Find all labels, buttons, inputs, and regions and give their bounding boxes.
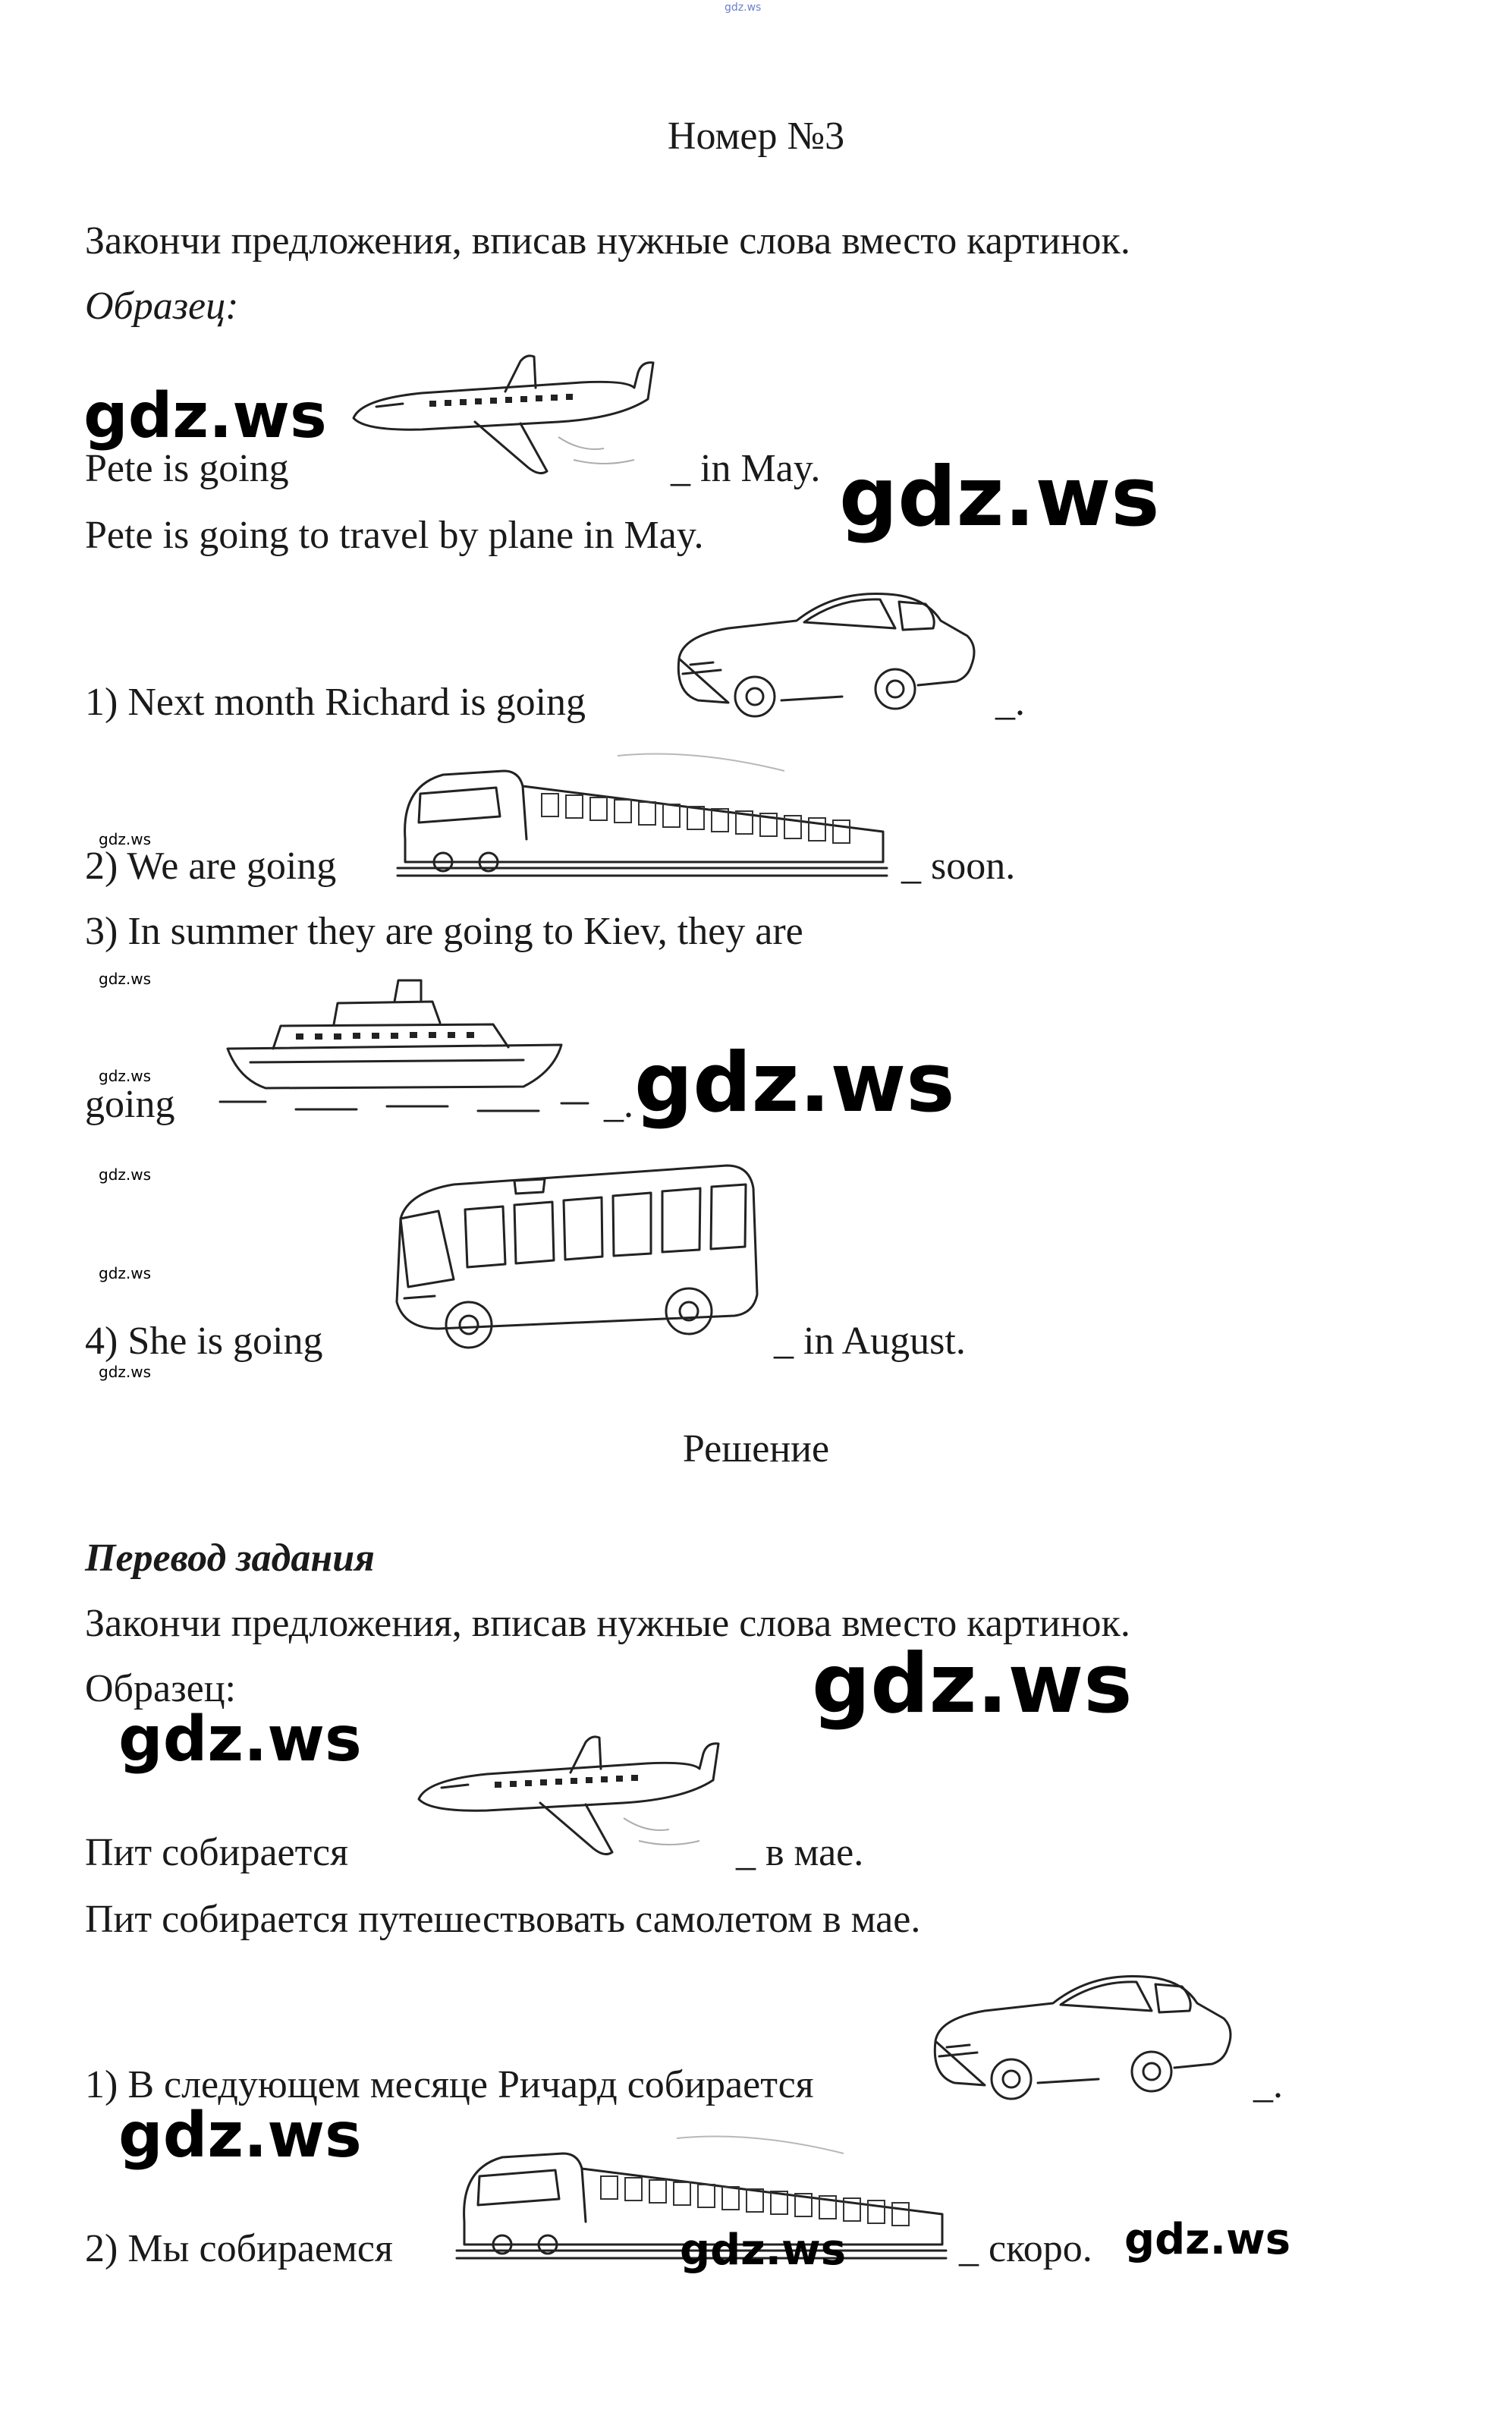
ship-icon (205, 973, 592, 1121)
translation-item1-start: 1) В следующем месяце Ричард собирается (85, 2063, 814, 2106)
page-title: Номер №3 (667, 115, 845, 158)
solution-heading: Решение (682, 1427, 830, 1471)
translation-heading: Перевод задания (85, 1537, 375, 1580)
task-instruction: Закончи предложения, вписав нужные слова вместо картинок. (85, 219, 1130, 263)
watermark: gdz.ws (99, 1363, 152, 1381)
translation-sample-start: Пит собирается (85, 1831, 348, 1874)
airplane-icon (396, 1727, 722, 1862)
item2-end: _ soon. (901, 845, 1016, 888)
bus-icon (370, 1150, 765, 1355)
watermark: gdz.ws (118, 2100, 362, 2172)
item3-start: going (85, 1083, 175, 1126)
translation-sample-end: _ в мае. (736, 1831, 864, 1874)
item1-start: 1) Next month Richard is going (85, 681, 586, 724)
translation-instruction: Закончи предложения, вписав нужные слова вместо картинок. (85, 1602, 1130, 1645)
watermark: gdz.ws (839, 450, 1160, 545)
item1-end: _. (995, 681, 1025, 724)
item2-start: 2) We are going (85, 845, 337, 888)
sample-sentence-start: Pete is going (85, 447, 289, 490)
watermark: gdz.ws (118, 1703, 362, 1776)
item4-start: 4) She is going (85, 1320, 323, 1363)
watermark: gdz.ws (83, 380, 327, 452)
watermark: gdz.ws (680, 2226, 847, 2275)
translation-item2-end: _ скоро. (959, 2227, 1092, 2270)
watermark: gdz.ws (99, 1166, 152, 1184)
watermark: gdz.ws (99, 970, 152, 988)
car-icon (924, 1958, 1243, 2100)
airplane-icon (331, 346, 657, 481)
translation-sample-label: Образец: (85, 1667, 236, 1710)
item3-end: _. (604, 1083, 633, 1126)
watermark: gdz.ws (99, 830, 152, 848)
translation-item1-end: _. (1253, 2063, 1283, 2106)
sample-answer: Pete is going to travel by plane in May. (85, 514, 704, 557)
sample-label: Образец: (85, 285, 239, 328)
translation-sample-answer: Пит собирается путешествовать самолетом в мае. (85, 1898, 921, 1941)
train-icon (390, 741, 891, 882)
item3-line1: 3) In summer they are going to Kiev, they are (85, 910, 803, 953)
item4-end: _ in August. (774, 1320, 966, 1363)
translation-item2-start: 2) Мы собираемся (85, 2227, 393, 2270)
watermark: gdz.ws (99, 1067, 152, 1085)
sample-sentence-end: _ in May. (671, 447, 821, 490)
watermark-top: gdz.ws (725, 2, 762, 14)
watermark: gdz.ws (634, 1036, 955, 1131)
watermark: gdz.ws (1124, 2215, 1291, 2264)
watermark: gdz.ws (812, 1637, 1133, 1732)
watermark: gdz.ws (99, 1264, 152, 1282)
car-icon (668, 575, 986, 718)
